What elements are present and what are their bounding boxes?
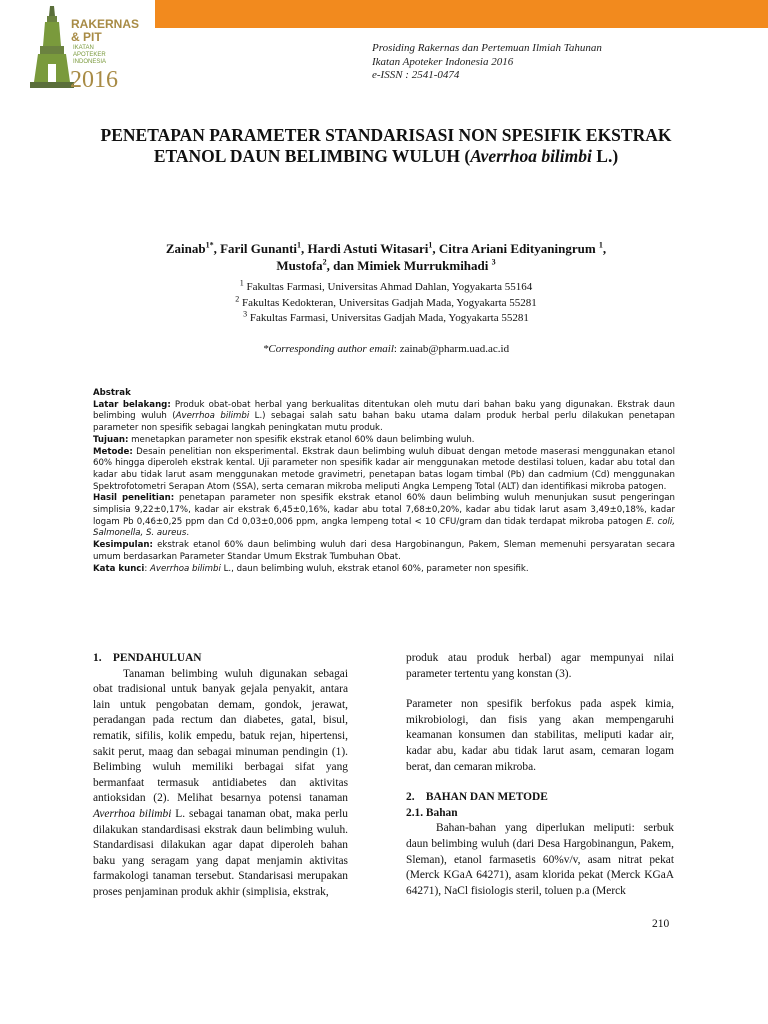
affiliation: $^3$ Fakultas Farmasi, Universitas Gadjah Mada, Yogyakarta 55281 bbox=[243, 309, 529, 324]
author-list: Zainab$^{1*}$, Faril Gunanti$^1$, Hardi Astuti Witasari$^1$, Citra Ariani Edityaningrum $^1$, Mustofa$^2$, dan Mimiek Murrukmihadi $^3$ bbox=[165, 240, 607, 273]
subsection-heading: 2.1. Bahan bbox=[406, 806, 458, 819]
proceedings-header bbox=[372, 42, 602, 83]
logo-line-5: INDONESIA bbox=[73, 59, 107, 65]
body-column-right bbox=[406, 651, 674, 899]
abstract-results: Hasil penelitian: penetapan parameter non spesifik ekstrak etanol 60% daun belimbing wuluh menunjukan susut pengeringan simplisia 9,22±0,17%, kadar air ekstrak 6,45±0,16%, kadar abu total 7,68±0,20%, kadar abu tidak larut asam 3,49±0,18%, kadar logam Pb 0,46±0,25 ppm dan Cd 0,03±0,006 ppm, angka lempeng total < 10 CFU/gram dan tidak terdapat mikroba patogen E. coli, Salmonella, S. aureus. bbox=[93, 493, 675, 539]
logo-line-4: APOTEKER bbox=[73, 52, 106, 58]
body-paragraph: Bahan-bahan yang diperlukan meliputi: serbuk daun belimbing wuluh (dari Desa Hargobinangun, Pakem, Sleman), etanol farmasetis 60%v/v, asam nitrat pekat (Merck KGaA 64271), asam klorida pekat (Merck KGaA 64271), NaCl fisiologis steril, toluen p.a (Merck bbox=[406, 822, 674, 897]
header-accent-bar bbox=[155, 0, 768, 28]
body-paragraph: Tanaman belimbing wuluh digunakan sebagai obat tradisional untuk banyak gejala penyakit, antara lain untuk pengobatan demam, gondok, jerawat, peradangan pada rectum dan diabetes, gatal, bisul, rematik, sifilis, kolik empedu, batuk rejan, hipertensi, sakit perut, maag dan sebagai minuman pendingin (1). Belimbing wuluh memiliki berbagai sifat yang bermanfaat termasuk antidiabetes dan aktivitas antioksidan (2). Melihat besarnya potensi tanaman Averrhoa bilimbi L. sebagai tanaman obat, maka perlu dilakukan standardisasi ekstrak daun belimbing wuluh. Standardisasi dilakukan agar dapat diperoleh bahan baku yang seragam yang dapat menjamin aktivitas farmakologi tanaman tersebut. Standarisasi merupakan proses penjaminan produk akhir (simplisia, ekstrak, bbox=[93, 667, 348, 898]
body-paragraph: Parameter non spesifik berfokus pada aspek kimia, mikrobiologi, dan fisis yang akan mempengaruhi keamanan konsumen dan stabilitas, meliputi kadar air, kadar abu, kadar abu tidak larut asam, cemaran logam berat, dan cemaran mikroba. bbox=[406, 698, 674, 773]
issn: e-ISSN : 2541-0474 bbox=[372, 69, 460, 81]
affiliation: $^1$ Fakultas Farmasi, Universitas Ahmad Dahlan, Yogyakarta 55164 bbox=[239, 278, 533, 293]
author: Faril Gunanti bbox=[220, 241, 298, 256]
page-number: 210 bbox=[652, 918, 670, 930]
conference-logo bbox=[26, 6, 151, 96]
abstract-aim: Tujuan: menetapkan parameter non spesifik ekstrak etanol 60% daun belimbing wuluh. bbox=[93, 434, 475, 445]
author: Citra Ariani Edityaningrum bbox=[438, 241, 599, 256]
section-heading: 1. PENDAHULUAN bbox=[93, 652, 202, 664]
species-name: Averrhoa bilimbi bbox=[470, 146, 592, 166]
section-heading: 2. BAHAN DAN METODE bbox=[406, 791, 548, 804]
body-paragraph: produk atau produk herbal) agar mempunyai nilai parameter tertentu yang konstan (3). bbox=[406, 652, 674, 680]
author: Zainab bbox=[165, 241, 206, 256]
email-link[interactable]: : zainab@pharm.uad.ac.id bbox=[393, 343, 510, 355]
proceedings-organization: Ikatan Apoteker Indonesia 2016 bbox=[372, 55, 514, 68]
abstract-keywords: Kata kunci: Averrhoa bilimbi L., daun belimbing wuluh, ekstrak etanol 60%, parameter non spesifik. bbox=[93, 563, 529, 574]
abstract-background: Latar belakang: Produk obat-obat herbal yang berkualitas ditentukan oleh mutu dari bahan baku yang digunakan. Ekstrak daun belimbing wuluh (Averrhoa bilimbi L.) sebagai salah satu bahan baku utama dalam produk herbal perlu dilakukan penetapan parameter non spesifik sebagai langkah peningkatan mutu produk. bbox=[93, 399, 675, 434]
corresponding-email: *Corresponding author email: zainab@pharm.uad.ac.id bbox=[262, 343, 510, 355]
author: Hardi Astuti Witasari bbox=[307, 241, 429, 256]
paper-title: PENETAPAN PARAMETER STANDARISASI NON SPESIFIK EKSTRAK ETANOL DAUN BELIMBING WULUH (Averrhoa bilimbi L.) bbox=[100, 125, 672, 166]
abstract-heading: Abstrak bbox=[93, 388, 131, 398]
affiliation-list bbox=[80, 280, 692, 327]
proceedings-title: Prosiding Rakernas dan Pertemuan Ilmiah Tahunan bbox=[372, 42, 602, 54]
author: Mimiek Murrukmihadi bbox=[357, 258, 492, 273]
logo-year: 2016 bbox=[70, 67, 118, 93]
logo-line-2: & PIT bbox=[71, 30, 102, 44]
logo-line-1: RAKERNAS bbox=[71, 17, 140, 31]
affiliation: $^2$ Fakultas Kedokteran, Universitas Gadjah Mada, Yogyakarta 55281 bbox=[235, 293, 537, 309]
abstract bbox=[93, 388, 675, 575]
abstract-method: Metode: Desain penelitian non eksperimental. Ekstrak daun belimbing wuluh dibuat dengan metode maserasi menggunakan etanol 60% hingga diperoleh ekstrak kental. Uji parameter non spesifik kadar air menggunakan metode destilasi toluen, kadar abu total dan kadar abu tidak larut asam menggunakan metode gravimetri, penetapan batas logam timbal (Pb) dan cadmium (Cd) menggunakan Spektrofotometri Serapan Atom (SSA), serta cemaran mikroba meliputi Angka Lempeng Total (ALT) dan identifikasi mikroba patogen. bbox=[93, 446, 675, 492]
body-column-left bbox=[93, 651, 348, 901]
abstract-conclusion: Kesimpulan: ekstrak etanol 60% daun belimbing wuluh dari desa Hargobinangun, Pakem, Sleman memenuhi persyaratan secara umum berdasarkan Parameter Standar Umum Ekstrak Tumbuhan Obat. bbox=[93, 540, 675, 562]
logo-line-3: IKATAN bbox=[73, 45, 94, 51]
author: Mustofa bbox=[276, 258, 323, 273]
